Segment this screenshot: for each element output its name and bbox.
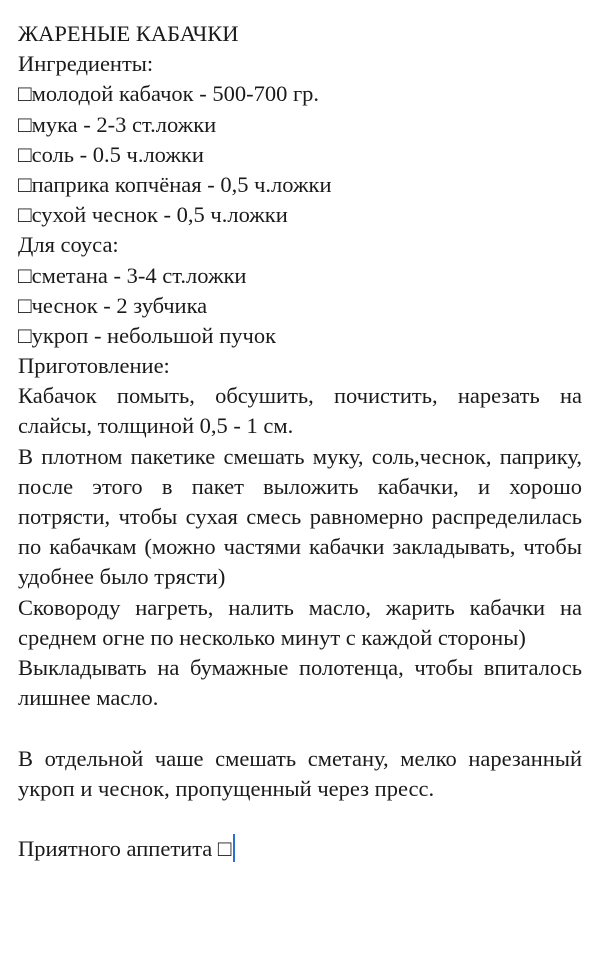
empty-line	[18, 804, 582, 834]
ingredients-heading: Ингредиенты:	[18, 51, 154, 77]
ingredients-list	[18, 79, 582, 230]
sauce-ingredients-list	[18, 261, 582, 352]
step-paragraph: Кабачок помыть, обсушить, почистить, нарезать на слайсы, толщиной 0,5 - 1 см.	[18, 383, 582, 439]
closing-line	[18, 834, 582, 864]
ingredient-item: □мука - 2-3 ст.ложки	[18, 111, 217, 137]
empty-line	[18, 713, 582, 743]
closing-text: Приятного аппетита □	[18, 836, 232, 862]
document-body[interactable]	[18, 19, 582, 864]
sauce-ingredient-item: □сметана - 3-4 ст.ложки	[18, 262, 247, 288]
sauce-heading: Для соуса:	[18, 232, 119, 258]
text-cursor	[233, 834, 235, 862]
ingredient-item: □молодой кабачок - 500-700 гр.	[18, 81, 320, 107]
ingredient-item: □соль - 0.5 ч.ложки	[18, 141, 204, 167]
sauce-ingredient-item: □чеснок - 2 зубчика	[18, 292, 208, 318]
step-paragraph: Выкладывать на бумажные полотенца, чтобы впиталось лишнее масло.	[18, 655, 582, 711]
sauce-ingredient-item: □укроп - небольшой пучок	[18, 322, 277, 348]
step-paragraph: В плотном пакетике смешать муку, соль,чеснок, паприку, после этого в пакет выложить кабачки, и хорошо потрясти, чтобы сухая смесь равномерно распределилась по кабачкам (можно частями кабачки закладывать, чтобы удобнее было трясти)	[18, 443, 582, 590]
preparation-heading: Приготовление:	[18, 353, 170, 379]
ingredient-item: □сухой чеснок - 0,5 ч.ложки	[18, 202, 288, 228]
sauce-step-paragraph: В отдельной чаше смешать сметану, мелко нарезанный укроп и чеснок, пропущенный через пресс.	[18, 745, 582, 801]
recipe-title: ЖАРЕНЫЕ КАБАЧКИ	[18, 21, 239, 46]
step-paragraph: Сковороду нагреть, налить масло, жарить кабачки на среднем огне по несколько минут с каждой стороны)	[18, 594, 582, 650]
ingredient-item: □паприка копчёная - 0,5 ч.ложки	[18, 171, 332, 197]
